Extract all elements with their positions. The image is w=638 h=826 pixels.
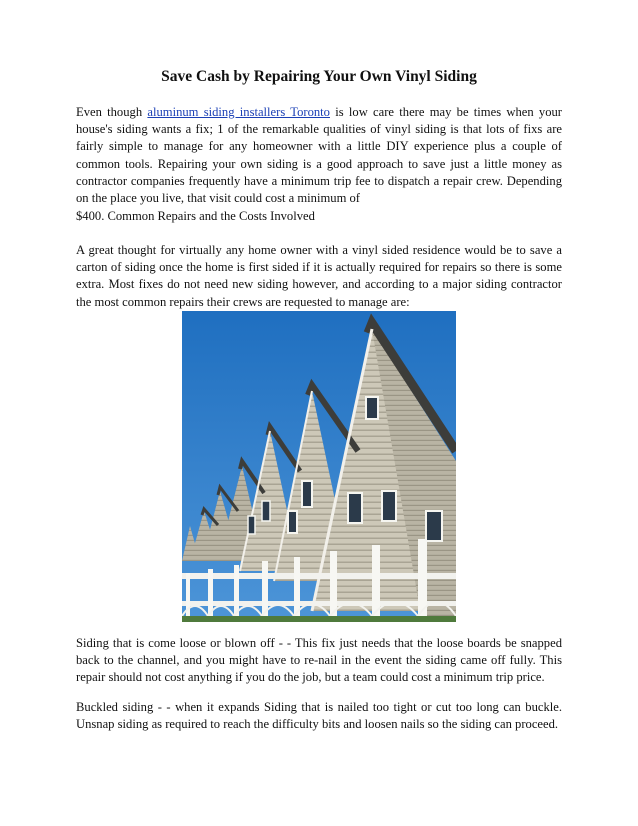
intro-text-before: Even though	[76, 105, 148, 119]
vinyl-siding-houses-photo	[182, 311, 456, 622]
paragraph-buckled-siding: Buckled siding - - when it expands Siding that is nailed too tight or cut too long can buckle. Unsnap siding as required to reach the difficulty bits and loosen nails so the siding can proceed.	[76, 700, 562, 732]
intro-text-after: is low care there may be times when your house's siding wants a fix; 1 of the remarkable qualities of vinyl siding is that lots of fixs are fairly simple to manage for any homeowner with a little DIY experience plus a couple of common tools. Repairing your own siding is a good approach to save just a little money as contractor companies frequently have a minimum trip fee to dispatch a repair crew. Depending on the place you live, that visit could cost a minimum of	[76, 105, 562, 206]
paragraph-intro	[76, 104, 562, 207]
page-title: Save Cash by Repairing Your Own Vinyl Siding	[161, 68, 477, 85]
paragraph-spare-siding: A great thought for virtually any home owner with a vinyl sided residence would be to save a carton of siding once the home is first sided if it is actually required for repairs so there is some extra. Most fixes do not need new siding however, and according to a major siding contractor the most common repairs their crews are requested to manage are:	[76, 243, 562, 309]
paragraph-loose-siding: Siding that is come loose or blown off - - This fix just needs that the loose boards be snapped back to the channel, and you might have to re-nail in the event the siding came off fully. This repair should not cost anything if you do the job, but a team could cost a minimum trip price.	[76, 636, 562, 685]
paragraph-common-repairs-heading: $400. Common Repairs and the Costs Involved	[76, 209, 315, 223]
installers-link[interactable]: aluminum siding installers Toronto	[147, 105, 330, 119]
